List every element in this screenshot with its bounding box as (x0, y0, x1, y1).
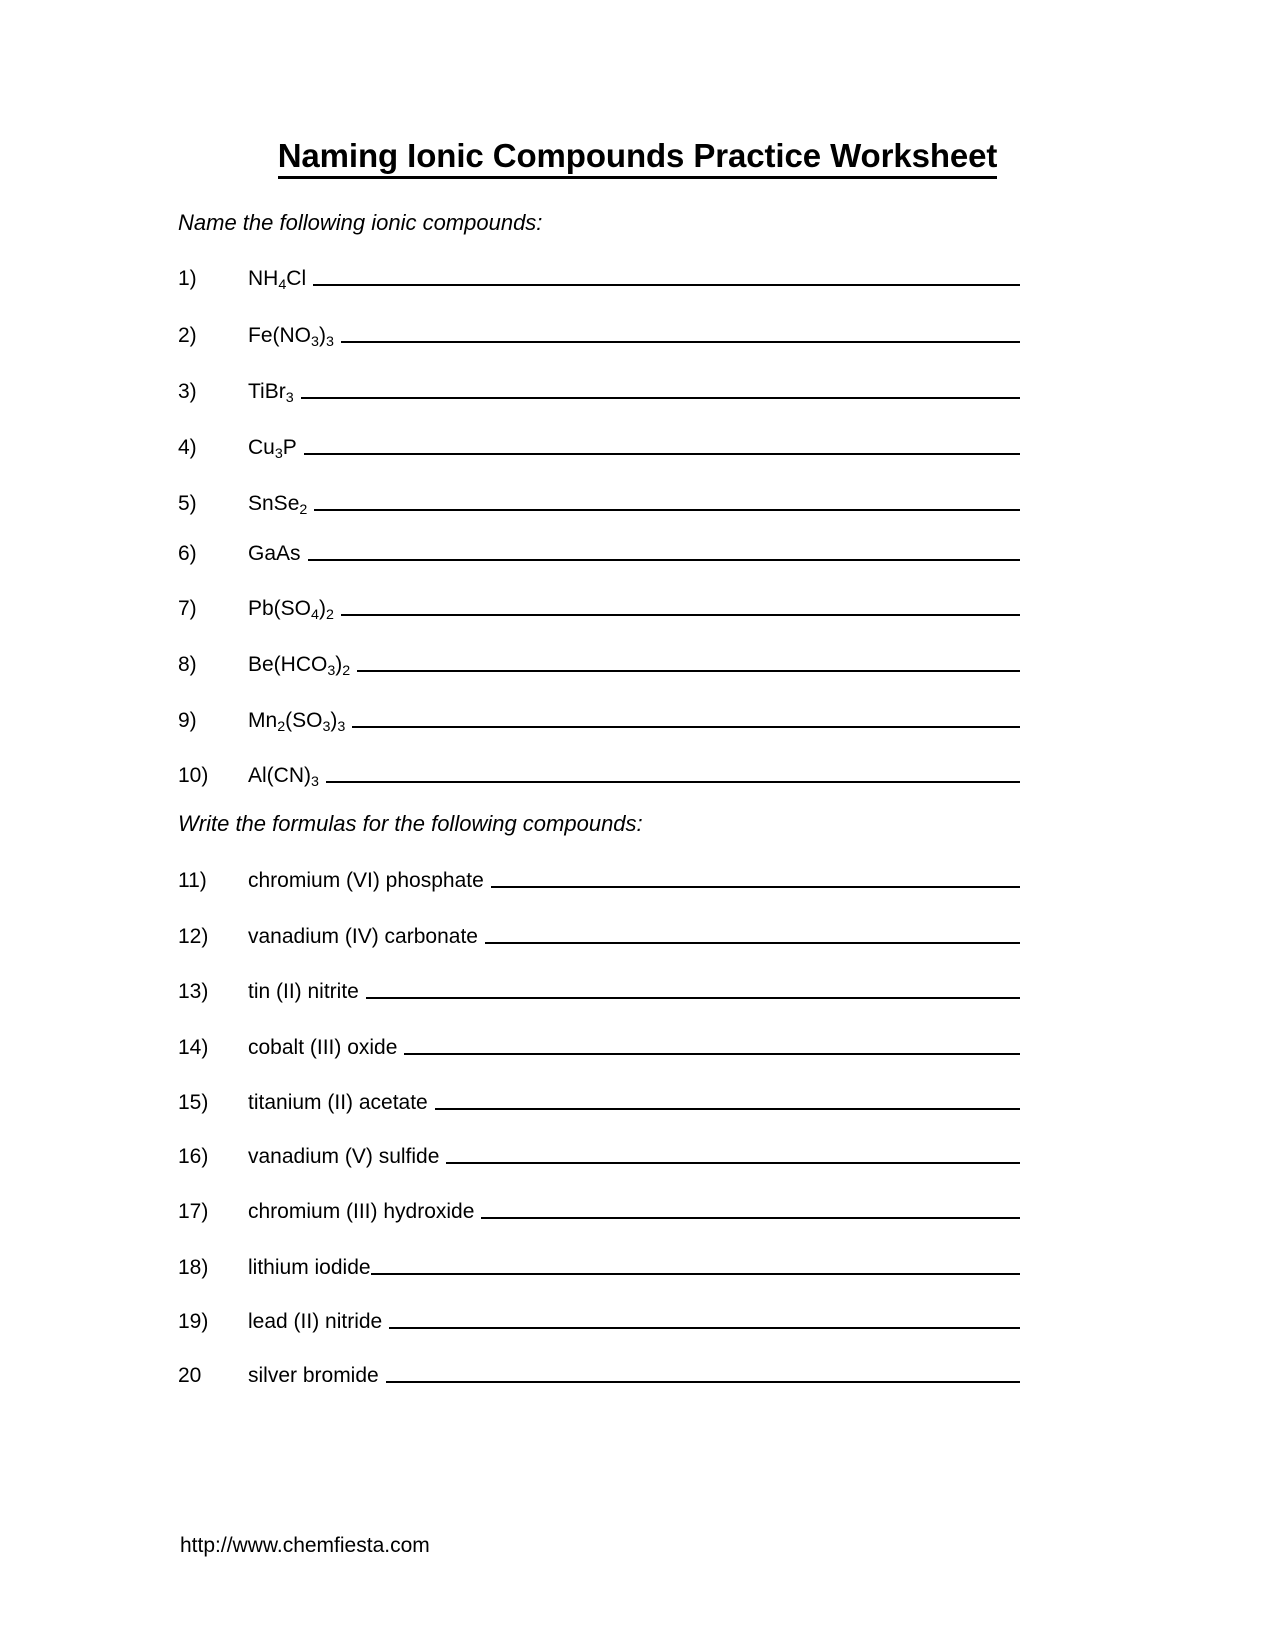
formula-subscript: 3 (274, 445, 283, 462)
question-row (178, 543, 1235, 573)
answer-blank[interactable] (481, 1203, 1020, 1219)
compound-name: lead (II) nitride (248, 1310, 383, 1333)
formula-subscript: 3 (322, 718, 331, 735)
question-text (248, 324, 334, 350)
formula-subscript: 3 (311, 333, 319, 350)
answer-blank[interactable] (357, 656, 1020, 672)
formula-part: ) (335, 653, 343, 676)
question-number: 2) (178, 324, 197, 347)
question-number: 9) (178, 709, 197, 732)
question-row (178, 765, 1235, 795)
question-text (248, 436, 297, 462)
compound-name: vanadium (IV) carbonate (248, 925, 478, 948)
question-row (178, 325, 1235, 355)
answer-blank[interactable] (313, 270, 1020, 286)
question-number: 7) (178, 597, 197, 620)
compound-name: tin (II) nitrite (248, 980, 359, 1003)
question-row (178, 493, 1235, 523)
answer-blank[interactable] (308, 545, 1020, 561)
answer-blank[interactable] (371, 1259, 1020, 1275)
question-number: 1) (178, 267, 197, 290)
question-text (248, 267, 307, 293)
formula-subscript: 3 (285, 389, 294, 406)
formula-part: (SO (285, 709, 323, 732)
answer-blank[interactable] (485, 928, 1020, 944)
formula-subscript: 2 (342, 662, 351, 679)
question-row (178, 381, 1235, 411)
answer-blank[interactable] (314, 495, 1020, 511)
compound-name: silver bromide (248, 1364, 379, 1387)
formula-subscript: 2 (299, 501, 308, 518)
question-row (178, 268, 1235, 298)
section-instruction-write-formulas: Write the formulas for the following compounds: (178, 811, 643, 836)
formula-subscript: 3 (311, 773, 319, 790)
question-row (178, 1311, 1235, 1341)
question-number: 6) (178, 542, 197, 565)
formula-part: P (282, 436, 297, 459)
formula-part: ) (330, 709, 338, 732)
answer-blank[interactable] (404, 1039, 1020, 1055)
question-number: 20 (178, 1364, 202, 1387)
question-number: 4) (178, 436, 197, 459)
formula-subscript: 2 (325, 606, 334, 623)
compound-name: chromium (VI) phosphate (248, 869, 484, 892)
answer-blank[interactable] (389, 1313, 1020, 1329)
section-instruction-name-compounds: Name the following ionic compounds: (178, 210, 543, 235)
answer-blank[interactable] (341, 327, 1020, 343)
answer-blank[interactable] (386, 1367, 1020, 1383)
answer-blank[interactable] (491, 872, 1020, 888)
question-row (178, 710, 1235, 740)
question-row (178, 1257, 1235, 1287)
question-row (178, 926, 1235, 956)
compound-name: chromium (III) hydroxide (248, 1200, 475, 1223)
formula-part: SnSe (248, 492, 300, 515)
formula-part: ) (318, 597, 326, 620)
answer-blank[interactable] (304, 439, 1020, 455)
formula-part: Pb(SO (248, 597, 312, 620)
question-text (248, 764, 319, 790)
question-number: 12) (178, 925, 209, 948)
formula-part: GaAs (248, 542, 301, 565)
formula-subscript: 4 (278, 276, 287, 293)
question-number: 10) (178, 764, 209, 787)
question-row (178, 1092, 1235, 1122)
question-text (248, 1037, 397, 1058)
question-text (248, 1092, 428, 1113)
answer-blank[interactable] (366, 983, 1020, 999)
formula-part: Mn (248, 709, 278, 732)
question-number: 13) (178, 980, 209, 1003)
question-number: 3) (178, 380, 197, 403)
question-row (178, 1037, 1235, 1067)
question-text (248, 492, 308, 518)
formula-part: ) (318, 324, 326, 347)
formula-part: Al(CN) (248, 764, 311, 787)
formula-subscript: 2 (277, 718, 286, 735)
question-text (248, 597, 334, 623)
question-text (248, 926, 478, 947)
question-number: 19) (178, 1310, 209, 1333)
formula-subscript: 3 (327, 662, 336, 679)
question-row (178, 1201, 1235, 1231)
question-row (178, 981, 1235, 1011)
formula-part: Be(HCO (248, 653, 328, 676)
question-row (178, 1365, 1235, 1395)
answer-blank[interactable] (446, 1148, 1020, 1164)
question-number: 5) (178, 492, 197, 515)
compound-name: cobalt (III) oxide (248, 1036, 398, 1059)
question-text (248, 1311, 382, 1332)
formula-part: Cl (286, 267, 307, 290)
question-text (248, 380, 294, 406)
question-text (248, 870, 484, 891)
question-row (178, 870, 1235, 900)
question-number: 15) (178, 1091, 209, 1114)
question-number: 16) (178, 1145, 209, 1168)
question-row (178, 598, 1235, 628)
question-row (178, 1146, 1235, 1176)
answer-blank[interactable] (435, 1094, 1020, 1110)
question-text (248, 1257, 371, 1278)
formula-part: TiBr (248, 380, 286, 403)
formula-subscript: 3 (325, 333, 334, 350)
compound-name: vanadium (V) sulfide (248, 1145, 440, 1168)
answer-blank[interactable] (301, 383, 1020, 399)
formula-subscript: 3 (337, 718, 346, 735)
formula-part: Fe(NO (248, 324, 311, 347)
answer-blank[interactable] (341, 600, 1020, 616)
question-row (178, 437, 1235, 467)
question-number: 17) (178, 1200, 209, 1223)
formula-part: NH (248, 267, 279, 290)
question-text (248, 981, 359, 1002)
question-row (178, 654, 1235, 684)
page-title: Naming Ionic Compounds Practice Worksheet (278, 138, 998, 179)
question-text (248, 653, 351, 679)
answer-blank[interactable] (326, 767, 1020, 783)
answer-blank[interactable] (352, 712, 1020, 728)
question-text (248, 1146, 439, 1167)
question-number: 14) (178, 1036, 209, 1059)
question-number: 11) (178, 869, 207, 892)
question-text (248, 1365, 379, 1386)
formula-subscript: 4 (311, 606, 319, 623)
question-text (248, 1201, 474, 1222)
compound-name: lithium iodide (248, 1256, 371, 1279)
question-text (248, 709, 346, 735)
compound-name: titanium (II) acetate (248, 1091, 428, 1114)
page-title-container (0, 138, 1275, 179)
question-number: 8) (178, 653, 197, 676)
footer-url: http://www.chemfiesta.com (180, 1534, 430, 1557)
formula-part: Cu (248, 436, 275, 459)
question-text (248, 543, 301, 564)
question-number: 18) (178, 1256, 209, 1279)
